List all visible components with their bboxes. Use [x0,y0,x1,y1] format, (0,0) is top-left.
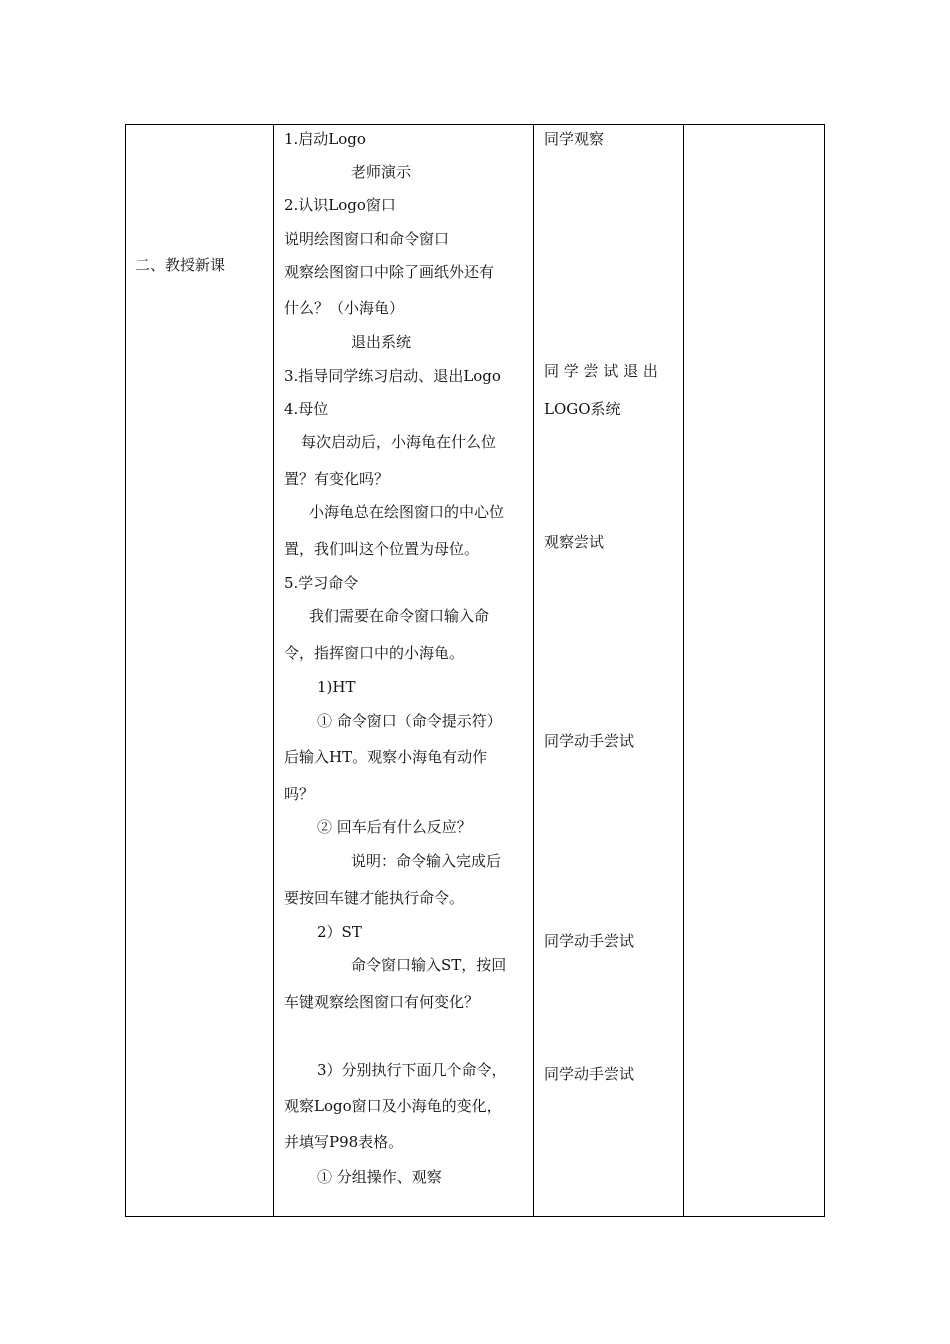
teaching-line: 要按回车键才能执行命令。 [284,889,465,907]
teaching-line: ① 分组操作、观察 [317,1168,442,1186]
row-title: 二、教授新课 [135,256,226,274]
teaching-line: 每次启动后，小海龟在什么位 [301,433,497,451]
teaching-line: 3）分别执行下面几个命令， [317,1061,507,1079]
teaching-line: 吗？ [284,785,315,803]
teaching-line: 2.认识Logo窗口 [284,196,396,214]
lesson-table [125,124,825,1217]
student-line: 同学观察 [544,130,605,148]
column-divider [683,125,684,1216]
teaching-line: ① 命令窗口（命令提示符） [317,712,502,730]
teaching-line: 小海龟总在绘图窗口的中心位 [309,503,505,521]
teaching-line: 置？有变化吗？ [284,470,390,488]
teaching-line: 什么？（小海龟） [284,299,405,317]
teaching-line: 令，指挥窗口中的小海龟。 [284,644,465,662]
teaching-line: 5.学习命令 [284,574,359,592]
teaching-line: 1)HT [317,678,356,696]
student-line: 同学动手尝试 [544,732,635,750]
student-line: 同学动手尝试 [544,932,635,950]
teaching-line: 3.指导同学练习启动、退出Logo [284,367,501,385]
teaching-line: 后输入HT。观察小海龟有动作 [284,748,488,766]
teaching-line: 老师演示 [351,163,412,181]
teaching-line: ② 回车后有什么反应？ [317,818,472,836]
teaching-line: 2）ST [317,923,362,941]
student-line: 同学动手尝试 [544,1065,635,1083]
teaching-line: 说明：命令输入完成后 [351,852,502,870]
teaching-line: 置，我们叫这个位置为母位。 [284,540,480,558]
student-line: 同 学 尝 试 退 出 [544,362,658,380]
teaching-line: 命令窗口输入ST，按回 [351,956,507,974]
column-divider [533,125,534,1216]
teaching-line: 我们需要在命令窗口输入命 [309,607,490,625]
column-divider [273,125,274,1216]
student-line: LOGO系统 [544,400,621,418]
teaching-line: 说明绘图窗口和命令窗口 [284,230,450,248]
teaching-line: 退出系统 [351,333,412,351]
teaching-line: 观察绘图窗口中除了画纸外还有 [284,263,495,281]
teaching-line: 车键观察绘图窗口有何变化？ [284,993,480,1011]
teaching-line: 观察Logo窗口及小海龟的变化， [284,1097,502,1115]
teaching-line: 4.母位 [284,400,329,418]
teaching-line: 并填写P98表格。 [284,1133,404,1151]
teaching-line: 1.启动Logo [284,130,366,148]
student-line: 观察尝试 [544,533,605,551]
